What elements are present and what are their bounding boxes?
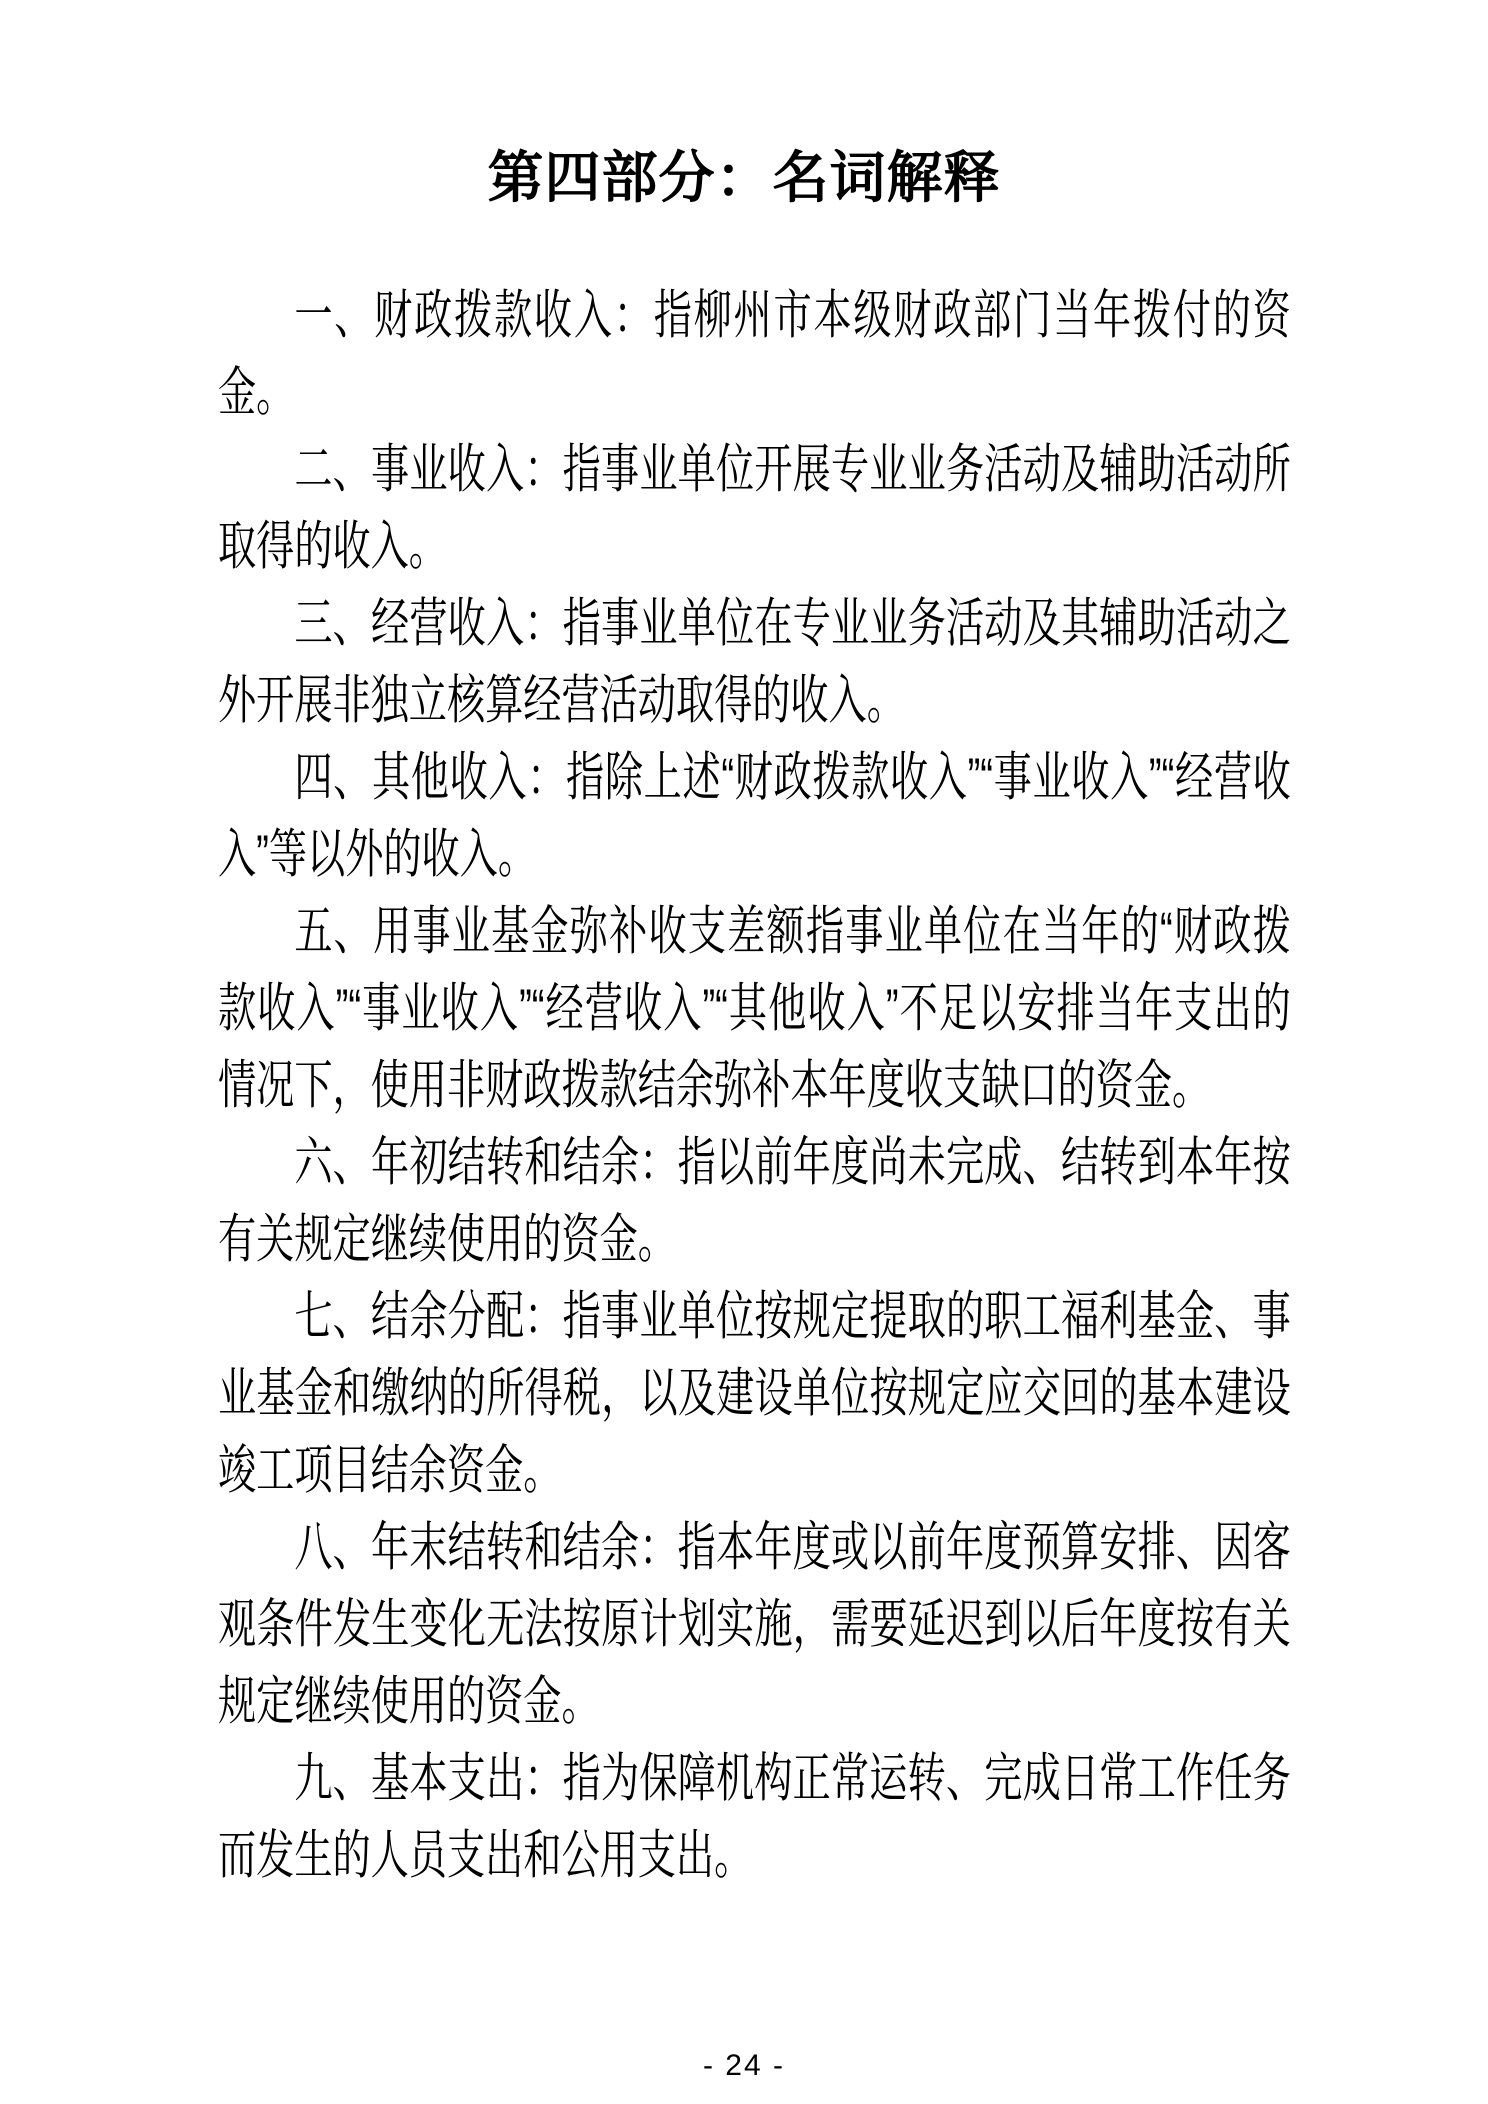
page-title: 第四部分：名词解释 (487, 146, 1001, 209)
body-paragraph: 四、其他收入：指除上述“财政拨款收入”“事业收入”“经营收入”等以外的收入。 (218, 748, 1291, 884)
body-paragraph: 五、用事业基金弥补收支差额指事业单位在当年的“财政拨款收入”“事业收入”“经营收入”“其他收入”不足以安排当年支出的情况下，使用非财政拨款结余弥补本年度收支缺口的资金。 (218, 902, 1291, 1115)
body-paragraph: 七、结余分配：指事业单位按规定提取的职工福利基金、事业基金和缴纳的所得税，以及建设单位按规定应交回的基本建设竣工项目结余资金。 (218, 1287, 1291, 1500)
body-paragraph: 一、财政拨款收入：指柳州市本级财政部门当年拨付的资金。 (218, 286, 1291, 422)
body-paragraph: 九、基本支出：指为保障机构正常运转、完成日常工作任务而发生的人员支出和公用支出。 (218, 1749, 1291, 1885)
document-body (218, 277, 1291, 1894)
body-paragraph: 六、年初结转和结余：指以前年度尚未完成、结转到本年按有关规定继续使用的资金。 (218, 1133, 1291, 1269)
body-paragraph: 三、经营收入：指事业单位在专业业务活动及其辅助活动之外开展非独立核算经营活动取得的收入。 (218, 594, 1291, 730)
body-paragraph: 二、事业收入：指事业单位开展专业业务活动及辅助活动所取得的收入。 (218, 440, 1291, 576)
page-number: - 24 - (702, 2049, 786, 2082)
body-paragraph: 八、年末结转和结余：指本年度或以前年度预算安排、因客观条件发生变化无法按原计划实施，需要延迟到以后年度按有关规定继续使用的资金。 (218, 1518, 1291, 1731)
